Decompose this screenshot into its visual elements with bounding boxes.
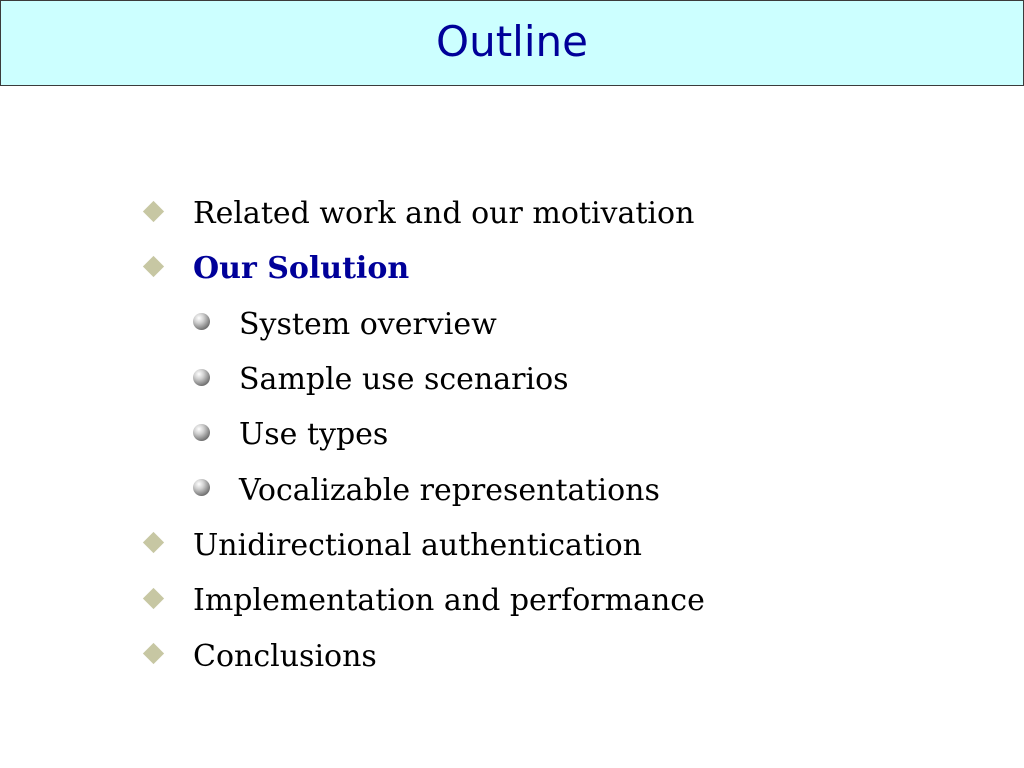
outline-item-label: Related work and our motivation [193, 196, 695, 232]
outline-subitem-use-types [140, 407, 705, 462]
title-bar [0, 0, 1024, 86]
outline-item-label: Sample use scenarios [239, 362, 569, 398]
diamond-bullet-icon [143, 256, 164, 277]
ball-bullet-icon [193, 369, 210, 386]
outline-item-our-solution [140, 241, 705, 296]
diamond-bullet-icon [143, 643, 164, 664]
outline-subitem-system-overview [140, 297, 705, 352]
ball-bullet-icon [193, 479, 210, 496]
outline-subitem-vocalizable-representations [140, 462, 705, 517]
ball-bullet-icon [193, 424, 210, 441]
slide-title: Outline [436, 17, 588, 66]
outline-list [140, 186, 705, 684]
outline-item-conclusions [140, 628, 705, 683]
outline-item-label: Conclusions [193, 638, 377, 674]
diamond-bullet-icon [143, 201, 164, 222]
outline-subitem-sample-use-scenarios [140, 352, 705, 407]
outline-item-label: Use types [239, 417, 389, 453]
ball-bullet-icon [193, 313, 210, 330]
outline-item-label: Implementation and performance [193, 583, 705, 619]
outline-item-implementation-performance [140, 573, 705, 628]
outline-item-label: Our Solution [193, 251, 410, 287]
diamond-bullet-icon [143, 588, 164, 609]
outline-item-related-work [140, 186, 705, 241]
outline-item-label: Unidirectional authentication [193, 527, 642, 563]
outline-item-unidirectional-authentication [140, 518, 705, 573]
diamond-bullet-icon [143, 532, 164, 553]
outline-item-label: System overview [239, 306, 497, 342]
outline-item-label: Vocalizable representations [239, 472, 660, 508]
